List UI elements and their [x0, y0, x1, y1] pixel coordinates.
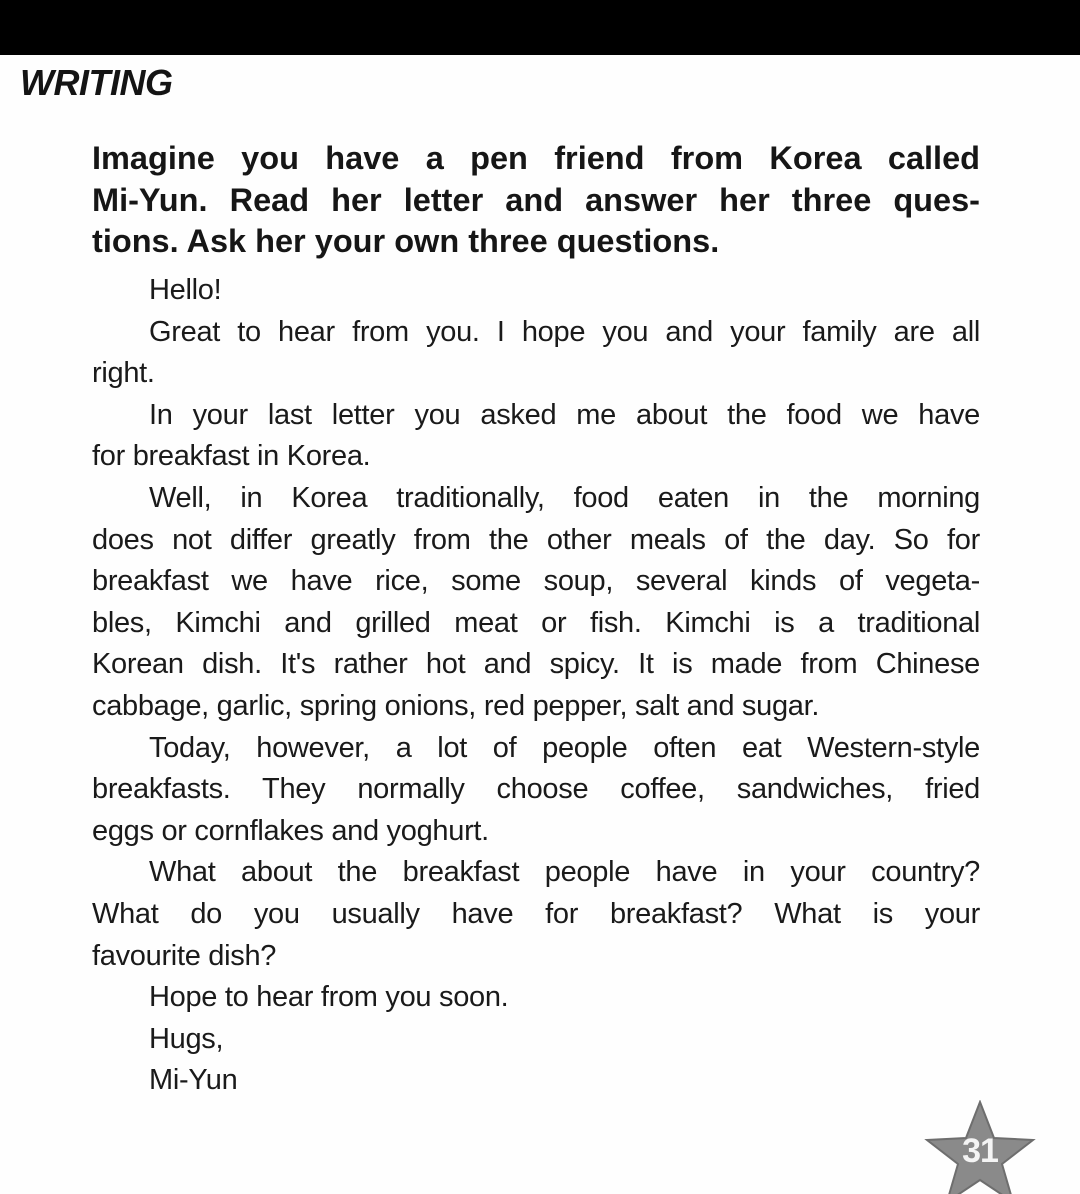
letter-line: Today, however, a lot of people often eat Western-style: [149, 731, 980, 764]
letter-line: for breakfast in Korea.: [92, 440, 371, 473]
top-black-bar: [0, 0, 1080, 55]
letter-signature: Mi-Yun: [149, 1064, 238, 1097]
instruction-line: Imagine you have a pen friend from Korea called: [92, 140, 980, 176]
instruction-line: Mi-Yun. Read her letter and answer her three ques-: [92, 181, 980, 218]
letter-line: Well, in Korea traditionally, food eaten in the morning: [149, 481, 980, 514]
page-number: 31: [962, 1132, 998, 1170]
instruction-line: tions. Ask her your own three questions.: [92, 223, 720, 260]
letter-line: Korean dish. It's rather hot and spicy. It is made from Chinese: [92, 648, 980, 681]
letter-line: breakfast we have rice, some soup, several kinds of vegeta-: [92, 565, 980, 598]
letter-line: cabbage, garlic, spring onions, red pepper, salt and sugar.: [92, 689, 820, 722]
letter-greeting: Hello!: [149, 274, 222, 306]
letter-line: What do you usually have for breakfast? What is your: [92, 897, 980, 930]
letter-line: favourite dish?: [92, 939, 277, 972]
letter-line: eggs or cornflakes and yoghurt.: [92, 814, 489, 847]
letter-line: What about the breakfast people have in your country?: [149, 856, 980, 889]
letter-line: In your last letter you asked me about the food we have: [149, 398, 980, 431]
letter-signoff: Hugs,: [149, 1022, 224, 1055]
letter-line: breakfasts. They normally choose coffee, sandwiches, fried: [92, 773, 980, 806]
letter-line: right.: [92, 357, 155, 390]
page-number-badge: [924, 1100, 1036, 1194]
letter-line: does not differ greatly from the other meals of the day. So for: [92, 523, 980, 556]
task-instructions: [92, 138, 980, 263]
letter-closing: Hope to hear from you soon.: [149, 981, 509, 1014]
section-title: WRITING: [20, 62, 173, 103]
letter-line: Great to hear from you. I hope you and your family are all: [149, 315, 980, 348]
letter-line: bles, Kimchi and grilled meat or fish. Kimchi is a traditional: [92, 606, 980, 639]
letter-body: [92, 270, 980, 1102]
